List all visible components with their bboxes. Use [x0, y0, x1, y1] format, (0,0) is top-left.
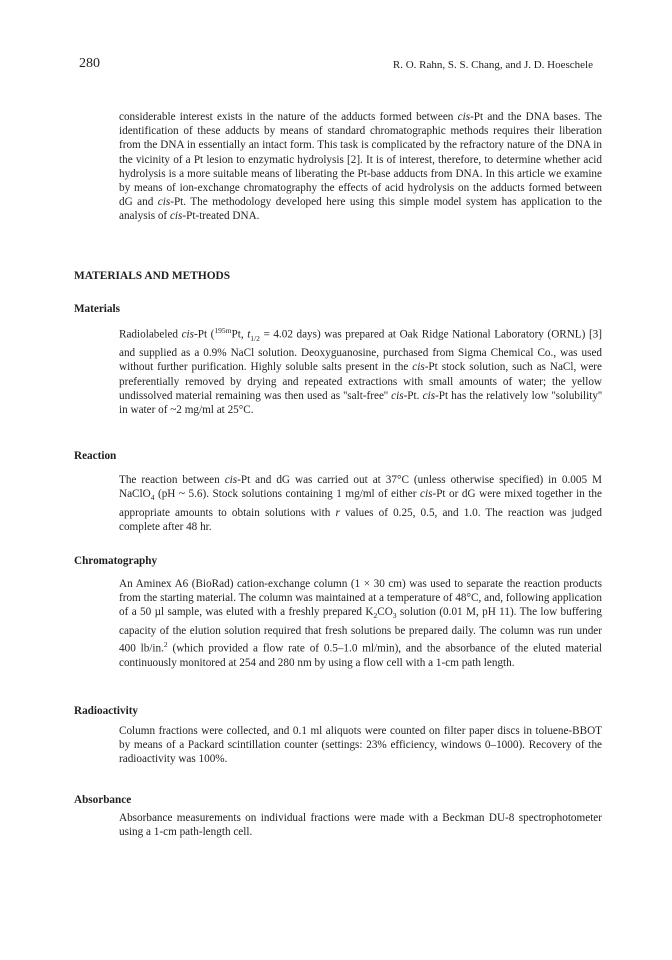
reaction-paragraph: The reaction between cis-Pt and dG was carried out at 37°C (unless otherwise specified) in 0.005 M NaClO$_4$ (pH ~ 5.6). Stock solutions containing 1 mg/ml of either cis-Pt or dG were mixed together in the appropriate amounts to obtain solutions with r values of 0.25, 0.5, and 1.0. The reaction was judged complete after 48 hr. [119, 474, 603, 533]
page-number: 280 [79, 56, 100, 71]
absorbance-heading: Absorbance [74, 794, 132, 806]
absorbance-paragraph: Absorbance measurements on individual fractions were made with a Beckman DU-8 spectrophotometer using a 1-cm path-length cell. [119, 812, 602, 839]
chromatography-paragraph: An Aminex A6 (BioRad) cation-exchange column (1 × 30 cm) was used to separate the reaction products from the starting material. The column was maintained at a temperature of 48°C, and, following application of a 50 µl sample, was eluted with a freshly prepared $K_2CO_3$ solution (0.01 M, pH 11). The low buffering capacity of the elution solution required that fresh solutions be prepared daily. The column was run under 400 lb/in.$^2$ (which provided a flow rate of 0.5–1.0 ml/min), and the absorbance of the eluted material continuously monitored at 254 and 280 nm by using a flow cell with a 1-cm path length. [119, 578, 602, 669]
materials-paragraph: Radiolabeled cis-Pt ($^{195m}$Pt, $t_{1/2} = 4.02$ days) was prepared at Oak Ridge National Laboratory (ORNL) [3] and supplied as a 0.9% NaCl solution. Deoxyguanosine, purchased from Sigma Chemical Co., was used without further purification. Highly soluble salts present in the cis-Pt stock solution, such as NaCl, were preferentially removed by drying and repeated extractions with small amounts of water; the yellow undissolved material remaining was then used as ''salt-free'' cis-Pt. cis-Pt has the relatively low ''solubility'' in water of ~2 mg/ml at 25°C. [119, 326, 602, 416]
reaction-heading: Reaction [74, 450, 117, 462]
chromatography-heading: Chromatography [74, 555, 158, 567]
intro-paragraph: considerable interest exists in the nature of the adducts formed between cis-Pt and the DNA bases. The identification of these adducts by means of standard chromatographic methods requires their liberation from the DNA in essentially an intact form. This task is complicated by the refractory nature of the DNA in the vicinity of a Pt lesion to enzymatic hydrolysis [2]. It is of interest, therefore, to determine whether acid hydrolysis is a more suitable means of liberating the Pt-base adducts from DNA. In this article we examine by means of ion-exchange chromatography the effects of acid hydrolysis on the adducts formed between dG and cis-Pt. The methodology developed here using this simple model system has application to the analysis of cis-Pt-treated DNA. [119, 111, 602, 223]
materials-heading: Materials [74, 303, 120, 315]
radioactivity-heading: Radioactivity [74, 705, 139, 717]
section-title: MATERIALS AND METHODS [74, 270, 231, 282]
running-head: R. O. Rahn, S. S. Chang, and J. D. Hoeschele [392, 59, 593, 71]
radioactivity-paragraph: Column fractions were collected, and 0.1 ml aliquots were counted on filter paper discs in toluene-BBOT by means of a Packard scintillation counter (settings: 23% efficiency, windows 0–1000). Recovery of the radioactivity was 100%. [119, 725, 602, 766]
